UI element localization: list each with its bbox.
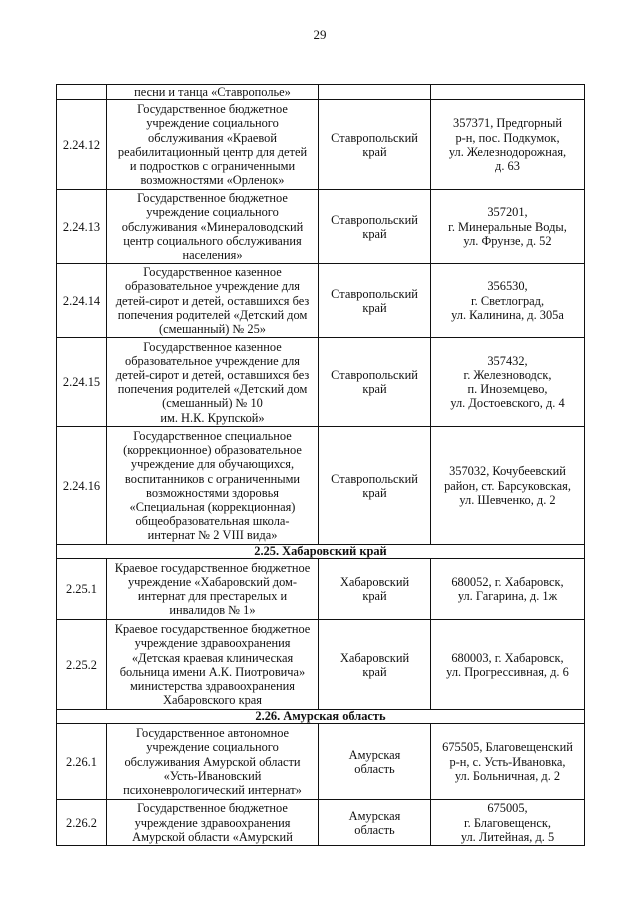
address-cell: 357432, г. Железноводск, п. Иноземцево, ул. Достоевского, д. 4 [431,338,585,427]
row-number-cell: 2.24.13 [57,190,107,264]
institution-name-cell: песни и танца «Ставрополье» [107,85,319,100]
address-cell [431,85,585,100]
region-cell: Хабаровский край [319,620,431,710]
row-number-cell: 2.25.2 [57,620,107,710]
table-row [57,800,585,846]
region-cell: Ставропольский край [319,338,431,427]
institution-name-cell: Государственное специальное (коррекционное) образовательное учреждение для обучающихся, воспитанников с ограниченными возможностями здоровья «Специальная (коррекционная) общеобразовательная школа- интернат № 2 VIII вида» [107,427,319,545]
table-row [57,620,585,710]
page-number: 29 [313,27,327,42]
row-number-cell: 2.24.15 [57,338,107,427]
table-row [57,100,585,190]
region-cell: Ставропольский край [319,264,431,338]
address-cell: 675505, Благовещенский р-н, с. Усть-Ивановка, ул. Больничная, д. 2 [431,724,585,800]
table-row-continuation [57,85,585,100]
institution-name-cell: Государственное автономное учреждение социального обслуживания Амурской области «Усть-Ивановский психоневрологический интернат» [107,724,319,800]
row-number-cell: 2.24.14 [57,264,107,338]
table-row [57,427,585,545]
row-number-cell: 2.24.16 [57,427,107,545]
institution-name-cell: Государственное бюджетное учреждение социального обслуживания «Краевой реабилитационный центр для детей и подростков с ограниченными возможностями «Орленок» [107,100,319,190]
region-cell [319,85,431,100]
institution-name-cell: Краевое государственное бюджетное учреждение здравоохранения «Детская краевая клиническая больница имени А.К. Пиотровича» министерства здравоохранения Хабаровского края [107,620,319,710]
row-number-cell [57,85,107,100]
row-number-cell: 2.24.12 [57,100,107,190]
institutions-table [56,84,585,846]
address-cell: 675005, г. Благовещенск, ул. Литейная, д. 5 [431,800,585,846]
address-cell: 680003, г. Хабаровск, ул. Прогрессивная, д. 6 [431,620,585,710]
address-cell: 356530, г. Светлоград, ул. Калинина, д. 305а [431,264,585,338]
table-row [57,264,585,338]
section-heading-row [57,710,585,724]
row-number-cell: 2.25.1 [57,559,107,620]
row-number-cell: 2.26.2 [57,800,107,846]
region-cell: Ставропольский край [319,100,431,190]
region-cell: Ставропольский край [319,190,431,264]
section-heading-row [57,545,585,559]
region-cell: Хабаровский край [319,559,431,620]
address-cell: 357371, Предгорный р-н, пос. Подкумок, ул. Железнодорожная, д. 63 [431,100,585,190]
institution-name-cell: Государственное бюджетное учреждение социального обслуживания «Минераловодский центр социального обслуживания населения» [107,190,319,264]
section-heading: 2.26. Амурская область [57,710,585,724]
section-heading: 2.25. Хабаровский край [57,545,585,559]
table-row [57,559,585,620]
address-cell: 357032, Кочубеевский район, ст. Барсуковская, ул. Шевченко, д. 2 [431,427,585,545]
institution-name-cell: Государственное казенное образовательное учреждение для детей-сирот и детей, оставшихся без попечения родителей «Детский дом (смешанный) № 25» [107,264,319,338]
table-row [57,338,585,427]
table-row [57,190,585,264]
row-number-cell: 2.26.1 [57,724,107,800]
institution-name-cell: Государственное бюджетное учреждение здравоохранения Амурской области «Амурский [107,800,319,846]
institution-name-cell: Краевое государственное бюджетное учреждение «Хабаровский дом- интернат для престарелых и инвалидов № 1» [107,559,319,620]
region-cell: Амурская область [319,724,431,800]
region-cell: Ставропольский край [319,427,431,545]
address-cell: 680052, г. Хабаровск, ул. Гагарина, д. 1ж [431,559,585,620]
region-cell: Амурская область [319,800,431,846]
address-cell: 357201, г. Минеральные Воды, ул. Фрунзе, д. 52 [431,190,585,264]
institution-name-cell: Государственное казенное образовательное учреждение для детей-сирот и детей, оставшихся без попечения родителей «Детский дом (смешанный) № 10 им. Н.К. Крупской» [107,338,319,427]
table-row [57,724,585,800]
